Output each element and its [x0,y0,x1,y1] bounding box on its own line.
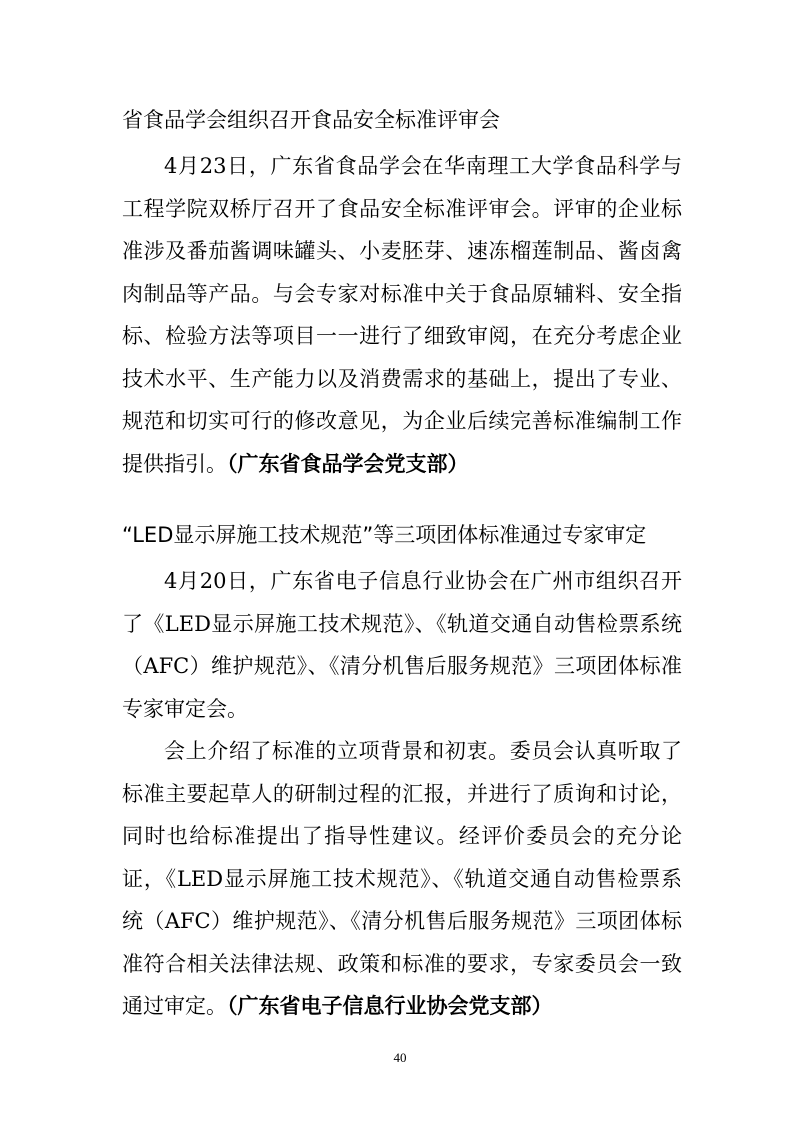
article-paragraph [122,145,682,485]
article-paragraph [122,560,682,730]
page-number: 40 [393,1050,407,1065]
article-source: （广东省电子信息行业协会党支部） [227,994,553,1018]
article-paragraph [122,730,682,1028]
paragraph-text: 4月23日，广东省食品学会在华南理工大学食品科学与工程学院双桥厅召开了食品安全标准评审会。评审的企业标准涉及番茄酱调味罐头、小麦胚芽、速冻榴莲制品、酱卤禽肉制品等产品。与会专家对标准中关于食品原辅料、安全指标、检验方法等项目一一进行了细致审阅，在充分考虑企业技术水平、生产能力以及消费需求的基础上，提出了专业、规范和切实可行的修改意见，为企业后续完善标准编制工作提供指引。 [122,154,682,476]
article-title-food-safety: 省食品学会组织召开食品安全标准评审会 [122,108,500,132]
paragraph-text: 会上介绍了标准的立项背景和初衷。委员会认真听取了标准主要起草人的研制过程的汇报，并进行了质询和讨论，同时也给标准提出了指导性建议。经评价委员会的充分论证，《LED显示屏施工技术规范》、《轨道交通自动售检票系统（AFC）维护规范》、《清分机售后服务规范》三项团体标准符合相关法律法规、政策和标准的要求，专家委员会一致通过审定。 [122,739,682,1018]
paragraph-text: 4月20日，广东省电子信息行业协会在广州市组织召开了《LED显示屏施工技术规范》、《轨道交通自动售检票系统（AFC）维护规范》、《清分机售后服务规范》三项团体标准专家审定会。 [122,569,682,721]
article-title-led-standards: “LED显示屏施工技术规范”等三项团体标准通过专家审定 [122,523,647,547]
article-source: （广东省食品学会党支部） [227,451,469,476]
